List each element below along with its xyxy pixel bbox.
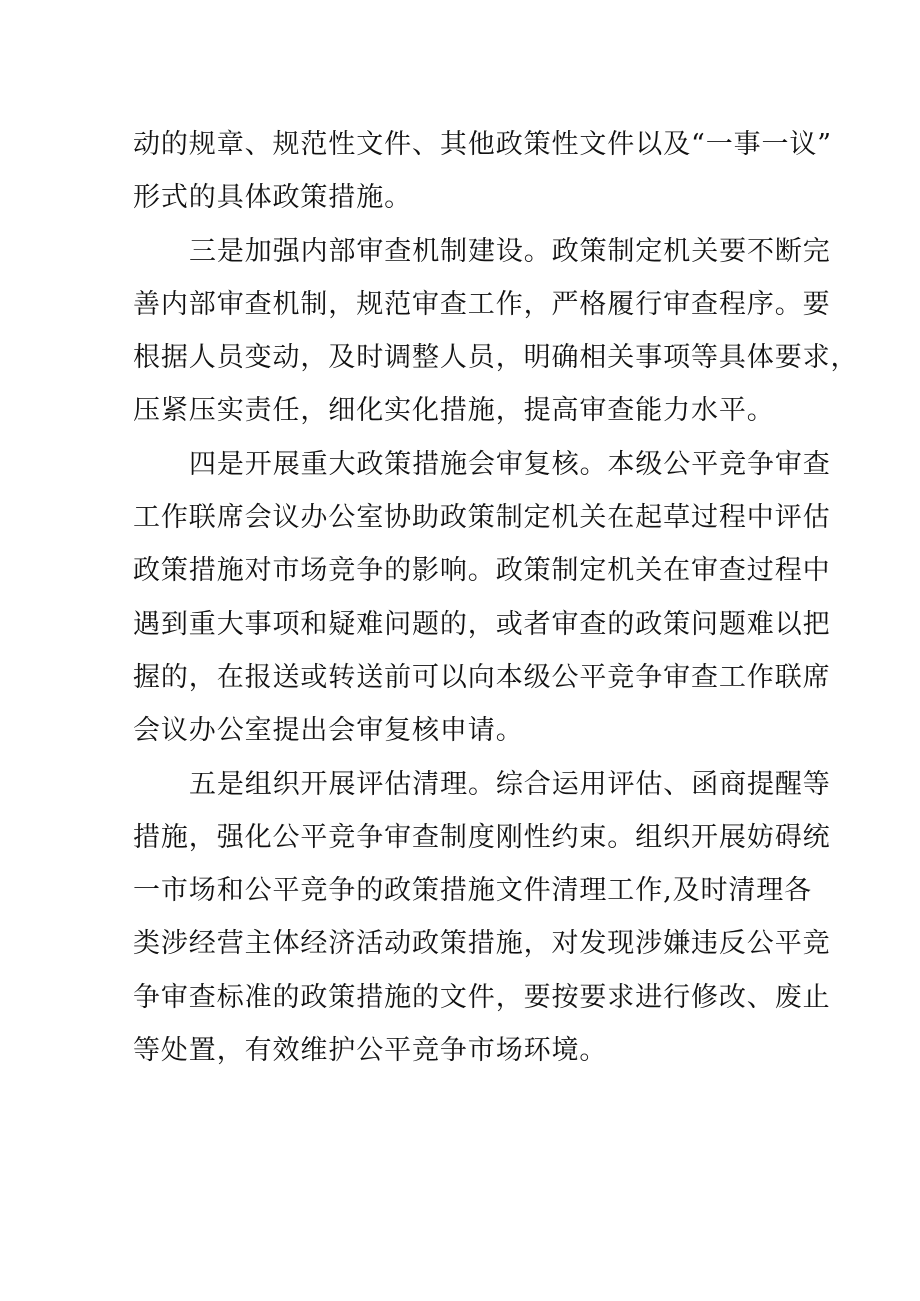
paragraph-first-line: 三是加强内部审查机制建设。政策制定机关要不断完 — [189, 235, 831, 267]
text-line: 等处置，有效维护公平竞争市场环境。 — [133, 1035, 608, 1067]
text-line: 根据人员变动，及时调整人员，明确相关事项等具体要求， — [133, 342, 859, 374]
text-line: 握的，在报送或转送前可以向本级公平竞争审查工作联席 — [133, 661, 831, 693]
document-body — [133, 118, 859, 1077]
text-line: 遇到重大事项和疑难问题的，或者审查的政策问题难以把 — [133, 608, 831, 640]
text-line: 动的规章、规范性文件、其他政策性文件以及“一事一议” — [133, 129, 833, 160]
text-line: 压紧压实责任，细化实化措施，提高审查能力水平。 — [133, 395, 775, 427]
paragraph-first-line: 五是组织开展评估清理。综合运用评估、函商提醒等 — [189, 768, 831, 800]
paragraph-first-line: 四是开展重大政策措施会审复核。本级公平竞争审查 — [189, 448, 831, 480]
text-line: 类涉经营主体经济活动政策措施，对发现涉嫌违反公平竞 — [133, 928, 831, 960]
text-line: 会议办公室提出会审复核申请。 — [133, 715, 524, 747]
text-line: 政策措施对市场竞争的影响。政策制定机关在审查过程中 — [133, 555, 831, 587]
text-line: 善内部审查机制，规范审查工作，严格履行审查程序。要 — [133, 288, 831, 320]
text-line: 形式的具体政策措施。 — [133, 182, 412, 214]
text-line: 争审查标准的政策措施的文件，要按要求进行修改、废止 — [133, 981, 831, 1013]
text-line: 措施，强化公平竞争审查制度刚性约束。组织开展妨碍统 — [133, 821, 831, 853]
text-line: 一市场和公平竞争的政策措施文件清理工作,及时清理各 — [133, 875, 813, 907]
text-line: 工作联席会议办公室协助政策制定机关在起草过程中评估 — [133, 502, 831, 534]
